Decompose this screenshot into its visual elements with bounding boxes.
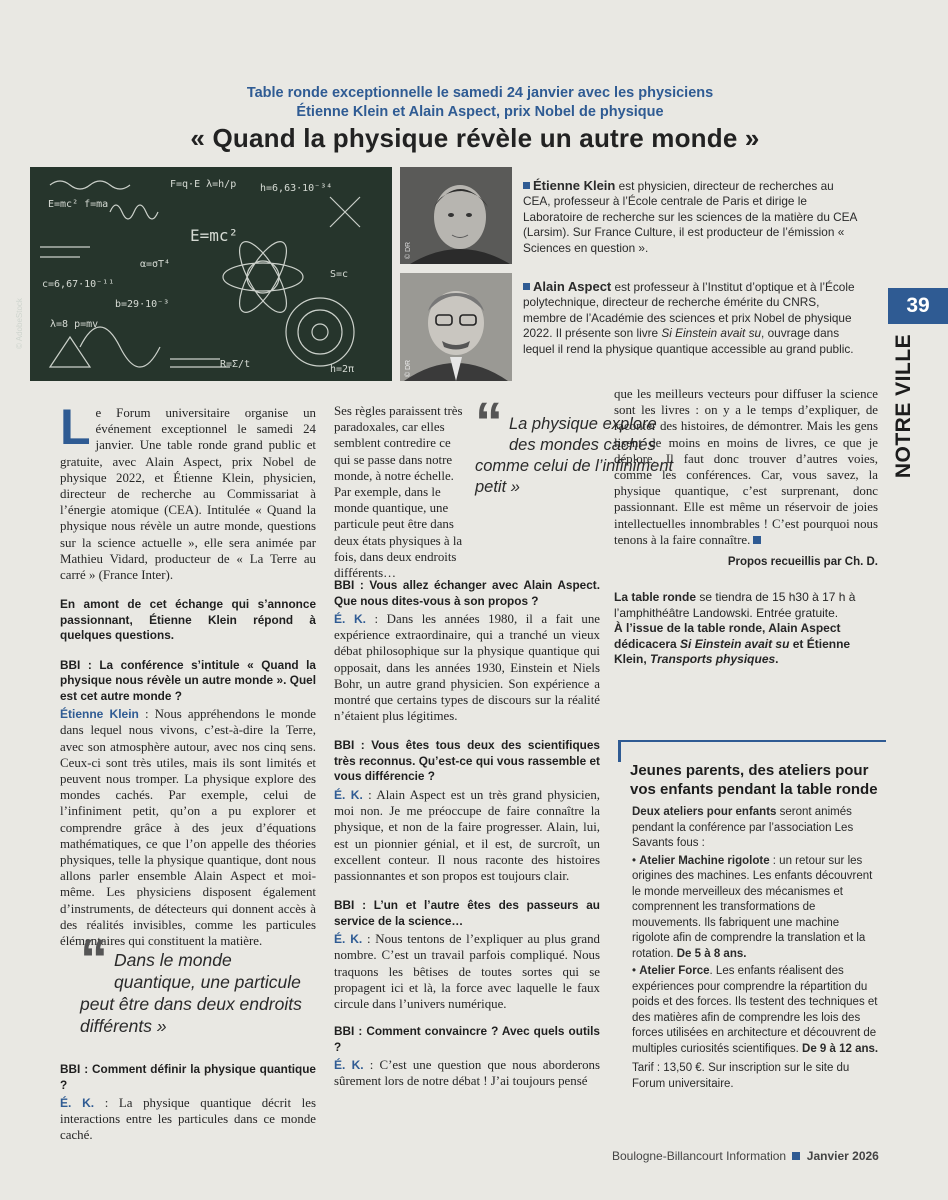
speaker-initials: É. K. [334,787,363,802]
speaker-initials: É. K. [334,1058,364,1073]
answer-3: É. K. : Alain Aspect est un très grand physicien, moi non. Je me préoccupe de faire connaître la physique, et non de la faire progresser. Alain, lui, est un pionnier génial, et il est, de surcroît, un excellent conteur. Il nous raconte des histoires passionnantes et son propos est toujours clair. [334,787,600,883]
board-eq-5: c=6,67·10⁻¹¹ [42,279,115,290]
bio-etienne-klein [523,178,863,256]
bio-book-title: Si Einstein avait su [661,326,762,341]
answer-1: Étienne Klein : Nous appréhendons le monde dans lequel nous vivons, c’est-à-dire la Terre, avec son atmosphère autour, avec nos cinq sens. Ceux-ci sont très utiles, mais ils sont limités et peuvent nous tromper. La physique explore des mondes cachés. Par exemple, celui de l’infiniment petit, qu’on a pu explorer et comprendre grâce à des jeux d’équations mathématiques, ce que l’on appelle des théories physiques, telle la physique quantique, dont nous allons parler ensemble Alain Aspect et moi-même. Les physiciens disposent également d’instruments, de détecteurs qui donnent accès à des réalités invisibles, comme les particules élémentaires qui constituent la matière. [60,707,317,949]
column-2 [334,578,600,1096]
board-eq-11: α=σT⁴ [140,259,171,270]
narrow-paragraph: Ses règles paraissent très paradoxales, car elles semblent contredire ce qui se passe dans notre monde, à notre échelle. Par exemple, dans le monde quantique, une particule peut être dans deux états physiques à la fois, dans deux endroits différents… [334,404,463,581]
board-eq-9: R=Σ/t [220,359,251,370]
sidebar-item-force: • Atelier Force. Les enfants réalisent des expériences pour comprendre la répartition du poids et des forces. Ils testent des techniques et des matières afin de comprendre les lois des forces utilisées en architecture et découvrent de multiples curiosités scientifiques. De 9 à 12 ans. [632,965,879,1055]
board-eq-4: E=mc² [190,226,239,245]
publication-name: Boulogne-Billancourt Information [612,1149,787,1163]
speaker-initials: É. K. [334,612,366,626]
pull-quote-2-text: La physique explore des mondes cachés comme celui de l’infiniment petit » [475,415,674,496]
bio-text: est physicien, directeur de recherches au CEA, professeur à l’École centrale de Paris et dirige le Laboratoire de recherche sur les sciences de la matière du CEA (Larsim). Sur France Culture, il est producteur de l’émission « Sciences en question ». [523,179,857,255]
bio-name: Alain Aspect [533,279,612,294]
chalkboard-illustration [14,167,392,381]
bullet-square [523,182,530,189]
page-number: 39 [888,288,948,324]
sidebar-body [618,805,886,1092]
sidebar-intro: Deux ateliers pour enfants seront animés pendant la conférence par l’association Les Savants fous : [632,806,854,849]
intro-paragraph: Le Forum universitaire organise un événement exceptionnel le samedi 24 janvier. Une table ronde grand public et gratuite, avec Alain Aspect, prix Nobel de physique 2022, et Étienne Klein, physicien, directeur de recherche au Commissariat à l’énergie atomique (CEA). Intitulée « Quand la physique nous révèle un autre monde, questions sur la science actuelle », elle sera animée par Mathieu Vidard, producteur de « La Terre au carré » (France Inter). [60,399,316,583]
column-1 [60,399,317,955]
sidebar-accent-horizontal [618,740,886,742]
answer-define: É. K. : La physique quantique décrit les interactions entre les particules dans ce monde caché. [60,1096,317,1143]
bio-text-end: , ouvrage dans lequel il rend la physique quantique accessible au grand public. [523,326,854,356]
answer-2: É. K. : Dans les années 1980, il a fait une expérience extraordinaire, qui a tranché un vieux débat philosophique sur la physique quantique qui opposait, dans les années 1930, Einstein et Niels Bohr, un autre grand physicien. Son expérience a montré que certains types de discours sur la réalité n’étaient plus légitimes. [334,612,601,724]
board-eq-3: h=6,63·10⁻³⁴ [260,183,333,194]
sidebar-item-machine: • Atelier Machine rigolote : un retour sur les origines des machines. Les enfants découvrent le monde merveilleux des mécanismes et comprennent les transformations de mouvements. Ils fabriquent une machine rigolote afin de comprendre la translation et la rotation. De 5 à 8 ans. [632,854,873,960]
board-eq-7: λ=8 p=mv [50,319,99,330]
answer-5: É. K. : C’est une question que nous aborderons sûrement lors de notre débat ! J’ai toujours pensé [334,1058,600,1089]
speaker-name: Étienne Klein [60,707,139,722]
footer-square [792,1152,800,1160]
board-eq-10: h=2π [330,364,355,375]
signing-info: À l’issue de la table ronde, Alain Aspect dédicacera Si Einstein avait su et Étienne Klein, Transports physiques. [614,621,851,667]
section-label: NOTRE VILLE [892,333,915,479]
board-eq-2: F=q·E λ=h/p [170,179,237,190]
speaker-initials: É. K. [334,932,363,947]
bullet-square [523,283,530,290]
kicker-line-2: Étienne Klein et Alain Aspect, prix Nobel de physique [296,104,664,120]
sidebar-ateliers [618,757,886,1119]
board-eq-1: E=mc² f=ma [48,199,109,210]
column-3 [614,386,878,668]
speaker-initials: É. K. [60,1096,95,1110]
drop-cap: L [60,399,91,455]
bio-text: est professeur à l’Institut d’optique et à l’École polytechnique, directeur de recherche émérite du CNRS, membre de l’Académie des sciences et prix Nobel de physique 2022. Il présente son livre [523,280,855,341]
kicker-line-1: Table ronde exceptionnelle le samedi 24 janvier avec les physiciens [246,85,714,101]
event-info-lead: La table ronde [614,590,697,605]
kicker [150,84,810,122]
question-2: BBI : Vous allez échanger avec Alain Aspect. Que nous dites-vous à son propos ? [334,578,600,608]
lead-question-intro: En amont de cet échange qui s’annonce passionnant, Étienne Klein répond à quelques questions. [60,597,316,643]
headline: « Quand la physique révèle un autre monde » [190,123,760,153]
photo-alain-aspect [400,273,512,381]
bio-name: Étienne Klein [533,178,616,193]
section-label-wrap [884,333,924,486]
issue-date: Janvier 2026 [806,1149,879,1163]
question-5: BBI : Comment convaincre ? Avec quels outils ? [334,1024,600,1054]
photo1-credit: © DR [405,241,413,260]
closing-paragraph: que les meilleurs vecteurs pour diffuser la science sont les livres : on y a le temps d’expliquer, de raconter des histoires, de démontrer. Mais les gens lisent de moins en moins de livres, ce que je déplore. Il faut donc trouver d’autres voies, comme les conférences. Car, vous savez, la physique quantique, c’est surprenant, donc passionnant. Elle est même un réservoir de joies intellectuelles innombrables ! C’est pourquoi nous tenons à la faire connaître. [614,387,878,547]
column-2-narrow [334,403,464,587]
pull-quote-1-text: Dans le monde quantique, une particule peut être dans deux endroits différents » [80,950,302,1036]
portrait-klein-drawing [400,167,512,264]
bio-alain-aspect [523,279,863,357]
column-1-bottom [60,1062,316,1150]
page-footer [612,1149,879,1163]
board-eq-6: b=29·10⁻³ [115,299,170,310]
quote-mark-icon: “ [475,390,503,453]
question-4: BBI : L’un et l’autre êtes des passeurs au service de la science… [334,898,600,928]
question-3: BBI : Vous êtes tous deux des scientifiques très reconnus. Qu’est-ce qui vous rassemble et vous différencie ? [334,738,600,784]
quote-mark-icon: “ [80,927,108,990]
sidebar-title: Jeunes parents, des ateliers pour vos enfants pendant la table ronde [630,762,878,798]
board-credit: © AdobeStock [14,298,24,349]
board-eq-8: S=c [330,269,349,280]
interview-credit: Propos recueillis par Ch. D. [727,556,878,569]
question-1: BBI : La conférence s’intitule « Quand la physique nous révèle un autre monde ». Quel est cet autre monde ? [60,657,316,703]
pull-quote-1 [80,927,310,1037]
event-info: La table ronde se tiendra de 15 h30 à 17 h à l’amphithéâtre Landowski. Entrée gratuite. À l’issue de la table ronde, Alain Aspect dédicacera Si Einstein avait su et Étienne Klein, Transports physiques. [614,590,878,668]
photo-etienne-klein [400,167,512,264]
answer-4: É. K. : Nous tentons de l’expliquer au plus grand nombre. C’est un travail parfois compliqué. Nous traquons les bêtises de toutes sortes qui se propagent ici et là, la force avec laquelle le faux circule dans l’univers numérique. [334,932,600,1011]
portrait-aspect-drawing [400,273,512,381]
question-define: BBI : Comment définir la physique quantique ? [60,1062,316,1092]
sidebar-tarif: Tarif : 13,50 €. Sur inscription sur le site du Forum universitaire. [632,1062,850,1090]
end-square [753,536,761,544]
photo2-credit: © DR [405,359,413,378]
